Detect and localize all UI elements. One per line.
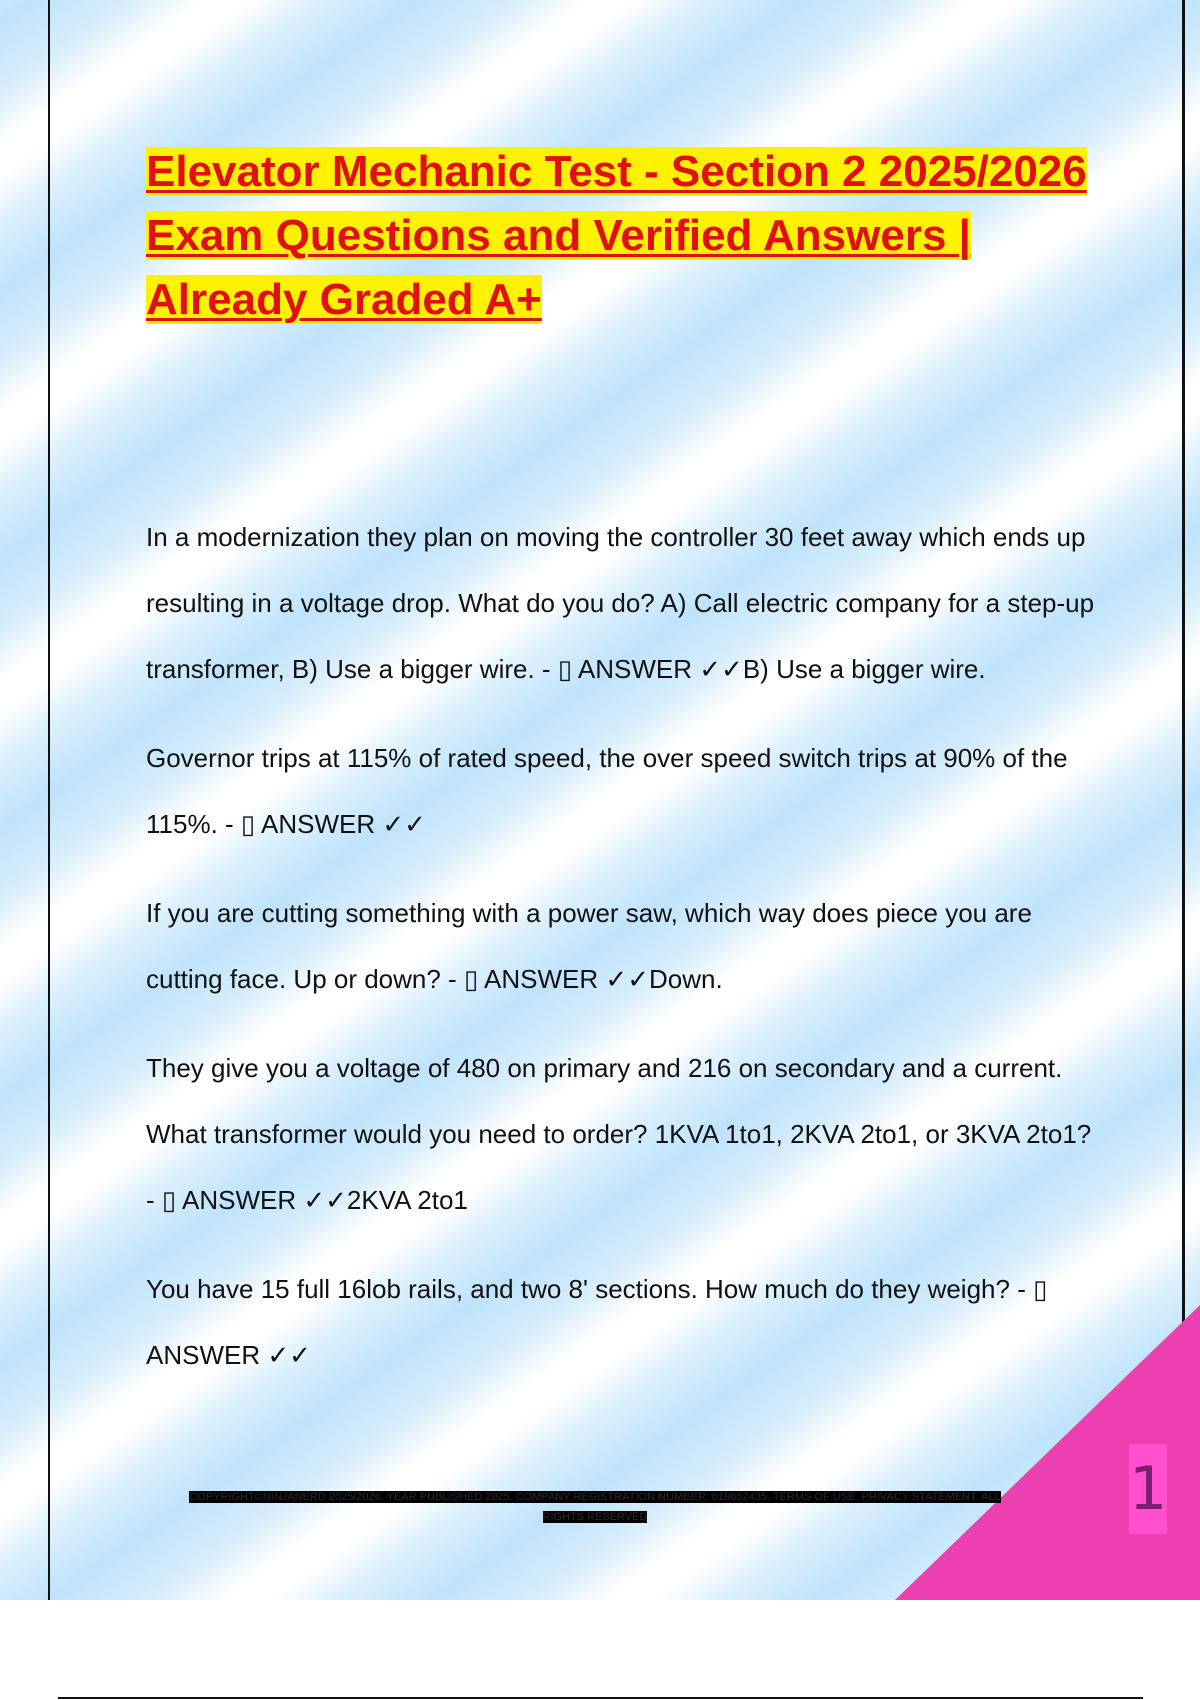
answer-marker: ▯ ANSWER	[557, 654, 700, 684]
qa-item	[146, 880, 1096, 1013]
page-border-left	[48, 0, 50, 1600]
copyright-text: COPYRIGHT©NINJANERD 2025/2026. YEAR PUBLISHED 2025. COMPANY REGISTRATION NUMBER: 619652435. TERMS OF USE. PRIVACY STATEMENT. ALL RIGHTS RESERVED	[189, 1491, 1001, 1523]
question-text: If you are cutting something with a power saw, which way does piece you are cutting face. Up or down? -	[146, 898, 1032, 994]
checkmark-icon: ✓✓	[699, 655, 743, 685]
answer-text: B) Use a bigger wire.	[742, 654, 986, 684]
question-text: They give you a voltage of 480 on primary and 216 on secondary and a current. What transformer would you need to order? 1KVA 1to1, 2KVA 2to1, or 3KVA 2to1? -	[146, 1053, 1092, 1215]
checkmark-icon: ✓✓	[605, 965, 649, 995]
answer-text: Down.	[648, 964, 723, 994]
question-text: Governor trips at 115% of rated speed, the over speed switch trips at 90% of the 115%. -	[146, 743, 1068, 839]
answer-marker: ▯ ANSWER	[463, 964, 606, 994]
checkmark-icon: ✓✓	[267, 1341, 311, 1371]
answer-marker: ▯ ANSWER	[161, 1185, 304, 1215]
qa-item	[146, 1035, 1096, 1234]
title-text: Elevator Mechanic Test - Section 2 2025/2026 Exam Questions and Verified Answers | Already Graded A+	[146, 147, 1087, 324]
page-number: 1	[1129, 1444, 1167, 1534]
answer-text: 2KVA 2to1	[346, 1185, 468, 1215]
answer-marker: ▯ ANSWER	[240, 809, 383, 839]
answer-marker: ▯ ANSWER	[146, 1274, 1048, 1370]
qa-item	[146, 504, 1096, 703]
qa-item	[146, 1256, 1096, 1389]
document-title	[146, 140, 1096, 332]
checkmark-icon: ✓✓	[303, 1186, 347, 1216]
footer-divider	[58, 1697, 1143, 1699]
copyright-notice	[170, 1487, 1020, 1527]
qa-item	[146, 725, 1096, 858]
qa-list	[146, 504, 1096, 1411]
question-text: You have 15 full 16lob rails, and two 8' sections. How much do they weigh? -	[146, 1274, 1034, 1304]
question-text: In a modernization they plan on moving the controller 30 feet away which ends up resulting in a voltage drop. What do you do? A) Call electric company for a step-up transformer, B) Use a bigger wire. -	[146, 522, 1095, 684]
checkmark-icon: ✓✓	[382, 810, 426, 840]
